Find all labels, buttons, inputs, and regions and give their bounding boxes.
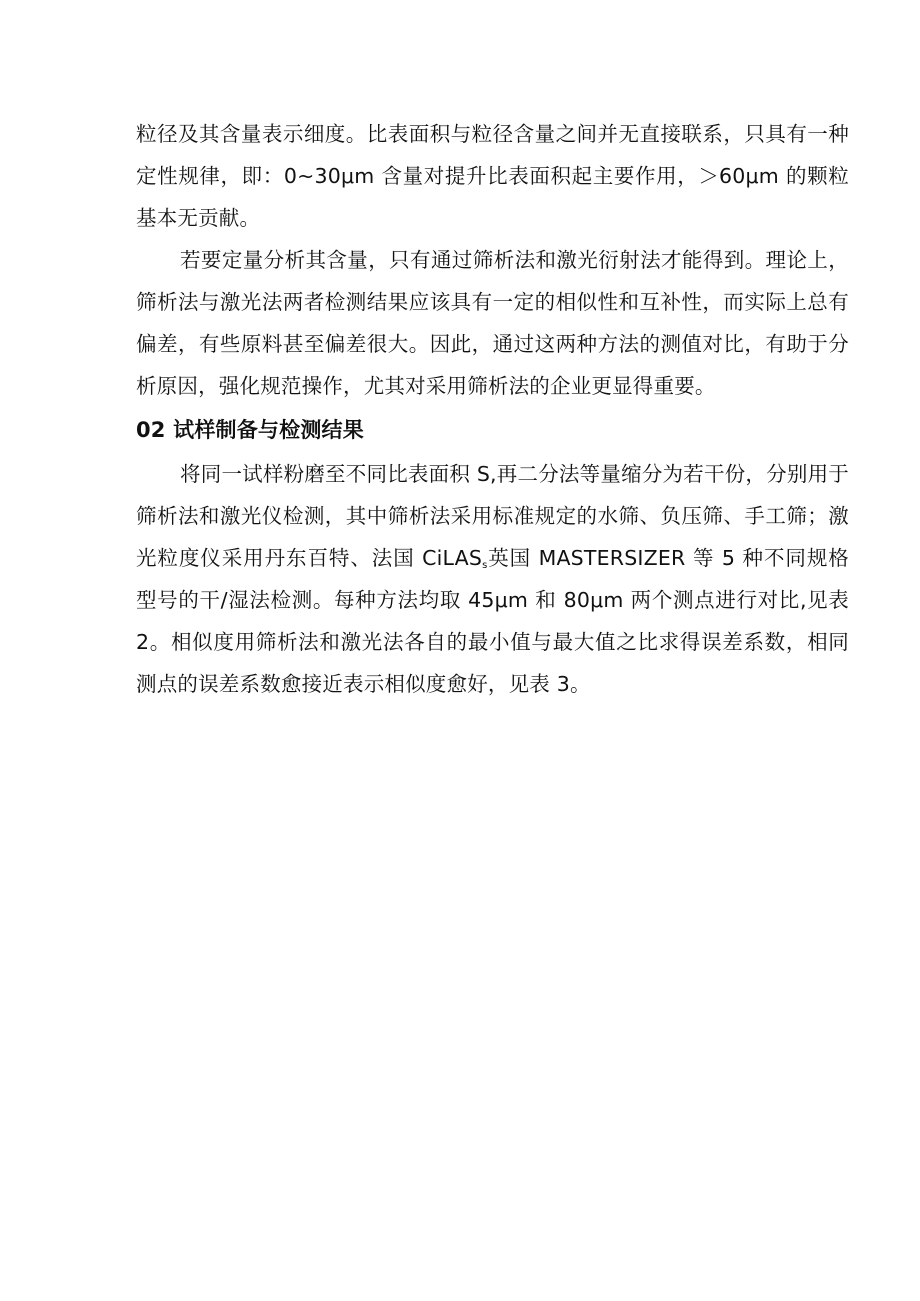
section-heading: 02 试样制备与检测结果 bbox=[136, 418, 364, 442]
paragraph-sample-preparation bbox=[136, 453, 849, 705]
document-body bbox=[136, 113, 849, 705]
paragraph-text-part2: 英国 MASTERSIZER 等 5 种不同规格型号的干/湿法检测。每种方法均取 45μm 和 80μm 两个测点进行对比,见表 2。相似度用筛析法和激光法各自的最小值与最大值之比求得误差系数，相同测点的误差系数愈接近表示相似度愈好，见表 3。 bbox=[136, 546, 849, 696]
paragraph-subscript: s bbox=[482, 560, 488, 571]
paragraph-text-part1: 将同一试样粉磨至不同比表面积 S,再二分法等量缩分为若干份，分别用于筛析法和激光仪检测，其中筛析法采用标准规定的水筛、负压筛、手工筛；激光粒度仪采用丹东百特、法国 CiLAS bbox=[136, 462, 849, 570]
paragraph-quantitative-analysis: 若要定量分析其含量，只有通过筛析法和激光衍射法才能得到。理论上，筛析法与激光法两者检测结果应该具有一定的相似性和互补性，而实际上总有偏差，有些原料甚至偏差很大。因此，通过这两种方法的测值对比，有助于分析原因，强化规范操作，尤其对采用筛析法的企业更显得重要。 bbox=[136, 248, 849, 398]
paragraph-fineness: 粒径及其含量表示细度。比表面积与粒径含量之间并无直接联系，只具有一种定性规律，即：0~30μm 含量对提升比表面积起主要作用，＞60μm 的颗粒基本无贡献。 bbox=[136, 122, 849, 230]
